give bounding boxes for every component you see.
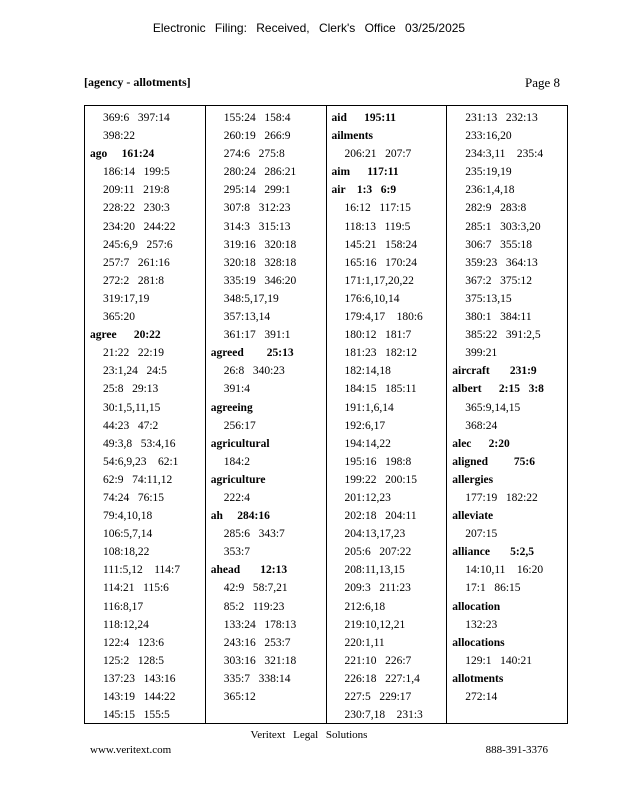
index-reference: 177:19 182:22 bbox=[465, 491, 538, 504]
index-reference: 118:12,24 bbox=[103, 618, 149, 631]
index-reference: 145:15 155:5 bbox=[103, 709, 170, 722]
index-reference: 79:4,10,18 bbox=[103, 510, 153, 523]
index-reference: 106:5,7,14 bbox=[103, 528, 153, 541]
index-term: aircraft 231:9 bbox=[452, 365, 537, 378]
index-reference: 234:3,11 235:4 bbox=[465, 148, 544, 161]
index-reference: 180:12 181:7 bbox=[344, 329, 412, 342]
index-reference: 348:5,17,19 bbox=[223, 292, 279, 305]
index-reference: 319:16 320:18 bbox=[223, 238, 297, 251]
index-reference: 195:16 198:8 bbox=[344, 455, 412, 468]
index-reference: 357:13,14 bbox=[223, 311, 271, 324]
footer-website: www.veritext.com bbox=[90, 744, 172, 756]
index-reference: 369:6 397:14 bbox=[103, 112, 170, 124]
index-reference: 30:1,5,11,15 bbox=[103, 401, 161, 414]
index-reference: 230:7,18 231:3 bbox=[344, 709, 423, 722]
index-reference: 226:18 227:1,4 bbox=[344, 672, 420, 685]
index-reference: 165:16 170:24 bbox=[344, 256, 418, 269]
index-reference: 74:24 76:15 bbox=[103, 491, 165, 504]
index-reference: 380:1 384:11 bbox=[465, 311, 532, 324]
index-reference: 155:24 158:4 bbox=[223, 112, 291, 124]
index-reference: 209:3 211:23 bbox=[344, 582, 411, 595]
index-reference: 143:19 144:22 bbox=[103, 691, 176, 703]
index-reference: 116:8,17 bbox=[103, 600, 144, 613]
index-term: allocations bbox=[452, 636, 505, 649]
index-reference: 182:14,18 bbox=[344, 365, 391, 378]
index-reference: 118:13 119:5 bbox=[344, 220, 411, 233]
index-reference: 108:18,22 bbox=[103, 546, 150, 559]
index-reference: 272:14 bbox=[465, 691, 498, 703]
index-range-label: [agency - allotments] bbox=[84, 75, 191, 89]
index-term: alleviate bbox=[452, 510, 494, 523]
index-reference: 202:18 204:11 bbox=[344, 510, 417, 523]
index-reference: 234:20 244:22 bbox=[103, 220, 176, 233]
index-term: ailments bbox=[331, 130, 374, 143]
index-term: air 1:3 6:9 bbox=[331, 184, 397, 197]
index-term: agreed 25:13 bbox=[210, 347, 294, 360]
index-reference: 365:20 bbox=[103, 311, 135, 324]
index-reference: 181:23 182:12 bbox=[344, 347, 418, 360]
index-reference: 295:14 299:1 bbox=[223, 184, 291, 197]
index-reference: 209:11 219:8 bbox=[103, 184, 170, 197]
index-reference: 129:1 140:21 bbox=[465, 654, 533, 667]
index-term: ago 161:24 bbox=[90, 148, 155, 161]
index-reference: 85:2 119:23 bbox=[223, 600, 285, 613]
index-reference: 245:6,9 257:6 bbox=[103, 238, 173, 251]
index-reference: 222:4 bbox=[223, 491, 250, 504]
index-reference: 285:6 343:7 bbox=[223, 528, 285, 541]
index-reference: 335:7 338:14 bbox=[223, 672, 291, 685]
footer-phone: 888-391-3376 bbox=[485, 744, 548, 756]
index-term: allotments bbox=[452, 672, 504, 685]
index-reference: 220:1,11 bbox=[344, 636, 385, 649]
index-reference: 280:24 286:21 bbox=[223, 166, 297, 179]
index-reference: 199:22 200:15 bbox=[344, 473, 418, 486]
index-column-3 bbox=[327, 106, 448, 723]
index-reference: 137:23 143:16 bbox=[103, 672, 176, 685]
index-reference: 184:15 185:11 bbox=[344, 383, 417, 396]
index-reference: 184:2 bbox=[223, 455, 250, 468]
index-reference: 114:21 115:6 bbox=[103, 582, 169, 595]
index-term: aligned 75:6 bbox=[452, 455, 535, 468]
index-reference: 26:8 340:23 bbox=[223, 365, 285, 378]
index-reference: 314:3 315:13 bbox=[223, 220, 291, 233]
index-reference: 111:5,12 114:7 bbox=[103, 564, 180, 577]
index-reference: 227:5 229:17 bbox=[344, 691, 412, 703]
index-reference: 353:7 bbox=[223, 546, 250, 559]
index-reference: 17:1 86:15 bbox=[465, 582, 521, 595]
index-reference: 145:21 158:24 bbox=[344, 238, 418, 251]
index-reference: 44:23 47:2 bbox=[103, 419, 159, 432]
index-reference: 132:23 bbox=[465, 618, 498, 631]
index-reference: 320:18 328:18 bbox=[223, 256, 297, 269]
index-column-2 bbox=[206, 106, 327, 723]
page-number: Page 8 bbox=[524, 75, 560, 90]
footer-company: Veritext Legal Solutions bbox=[250, 729, 368, 741]
index-reference: 282:9 283:8 bbox=[465, 202, 527, 215]
index-reference: 179:4,17 180:6 bbox=[344, 311, 423, 324]
index-reference: 335:19 346:20 bbox=[223, 274, 297, 287]
index-reference: 212:6,18 bbox=[344, 600, 386, 613]
index-reference: 23:1,24 24:5 bbox=[103, 365, 167, 378]
index-reference: 228:22 230:3 bbox=[103, 202, 170, 215]
index-term: agreeing bbox=[210, 401, 253, 414]
index-reference: 16:12 117:15 bbox=[344, 202, 411, 215]
index-term: aim 117:11 bbox=[331, 166, 399, 179]
index-term: agriculture bbox=[210, 473, 266, 486]
index-reference: 236:1,4,18 bbox=[465, 184, 515, 197]
index-reference: 125:2 128:5 bbox=[103, 654, 165, 667]
index-reference: 122:4 123:6 bbox=[103, 636, 165, 649]
index-reference: 235:19,19 bbox=[465, 166, 512, 179]
index-reference: 399:21 bbox=[465, 347, 498, 360]
index-reference: 221:10 226:7 bbox=[344, 654, 412, 667]
index-reference: 365:12 bbox=[223, 691, 256, 703]
index-reference: 171:1,17,20,22 bbox=[344, 274, 414, 287]
index-reference: 49:3,8 53:4,16 bbox=[103, 437, 176, 450]
index-reference: 133:24 178:13 bbox=[223, 618, 297, 631]
index-reference: 204:13,17,23 bbox=[344, 528, 406, 541]
index-reference: 306:7 355:18 bbox=[465, 238, 533, 251]
index-reference: 385:22 391:2,5 bbox=[465, 329, 541, 342]
index-term: ahead 12:13 bbox=[210, 564, 288, 577]
index-column-4 bbox=[447, 106, 567, 723]
index-reference: 192:6,17 bbox=[344, 419, 386, 432]
index-reference: 367:2 375:12 bbox=[465, 274, 533, 287]
index-term: albert 2:15 3:8 bbox=[452, 383, 544, 396]
index-reference: 42:9 58:7,21 bbox=[223, 582, 288, 595]
index-reference: 285:1 303:3,20 bbox=[465, 220, 541, 233]
index-reference: 260:19 266:9 bbox=[223, 130, 291, 143]
index-reference: 54:6,9,23 62:1 bbox=[103, 455, 179, 468]
word-index-table bbox=[84, 105, 568, 724]
index-reference: 274:6 275:8 bbox=[223, 148, 285, 161]
index-reference: 201:12,23 bbox=[344, 491, 391, 504]
index-term: allocation bbox=[452, 600, 501, 613]
index-reference: 257:7 261:16 bbox=[103, 256, 170, 269]
index-reference: 219:10,12,21 bbox=[344, 618, 406, 631]
index-reference: 375:13,15 bbox=[465, 292, 512, 305]
index-reference: 307:8 312:23 bbox=[223, 202, 291, 215]
index-reference: 176:6,10,14 bbox=[344, 292, 400, 305]
index-term: alec 2:20 bbox=[452, 437, 510, 450]
index-reference: 272:2 281:8 bbox=[103, 274, 165, 287]
filing-stamp: Electronic Filing: Received, Clerk's Office 03/25/2025 bbox=[152, 21, 466, 35]
index-reference: 256:17 bbox=[223, 419, 256, 432]
index-reference: 194:14,22 bbox=[344, 437, 391, 450]
index-reference: 14:10,11 16:20 bbox=[465, 564, 544, 577]
index-reference: 361:17 391:1 bbox=[223, 329, 291, 342]
index-reference: 359:23 364:13 bbox=[465, 256, 538, 269]
index-term: ah 284:16 bbox=[210, 510, 270, 523]
index-reference: 368:24 bbox=[465, 419, 498, 432]
index-reference: 208:11,13,15 bbox=[344, 564, 405, 577]
index-reference: 207:15 bbox=[465, 528, 498, 541]
index-term: agree 20:22 bbox=[90, 329, 161, 342]
index-reference: 62:9 74:11,12 bbox=[103, 473, 173, 486]
index-reference: 186:14 199:5 bbox=[103, 166, 170, 179]
index-reference: 303:16 321:18 bbox=[223, 654, 297, 667]
index-reference: 231:13 232:13 bbox=[465, 112, 538, 124]
index-reference: 206:21 207:7 bbox=[344, 148, 412, 161]
index-term: aid 195:11 bbox=[331, 112, 397, 124]
index-reference: 21:22 22:19 bbox=[103, 347, 165, 360]
index-reference: 319:17,19 bbox=[103, 292, 150, 305]
index-reference: 391:4 bbox=[223, 383, 250, 396]
index-reference: 25:8 29:13 bbox=[103, 383, 159, 396]
index-term: alliance 5:2,5 bbox=[452, 546, 535, 559]
index-reference: 205:6 207:22 bbox=[344, 546, 412, 559]
index-column-1 bbox=[85, 106, 206, 723]
index-reference: 365:9,14,15 bbox=[465, 401, 521, 414]
index-term: agricultural bbox=[210, 437, 270, 450]
index-reference: 191:1,6,14 bbox=[344, 401, 394, 414]
index-term: allergies bbox=[452, 473, 494, 486]
index-reference: 243:16 253:7 bbox=[223, 636, 291, 649]
index-reference: 233:16,20 bbox=[465, 130, 512, 143]
index-reference: 398:22 bbox=[103, 130, 135, 143]
